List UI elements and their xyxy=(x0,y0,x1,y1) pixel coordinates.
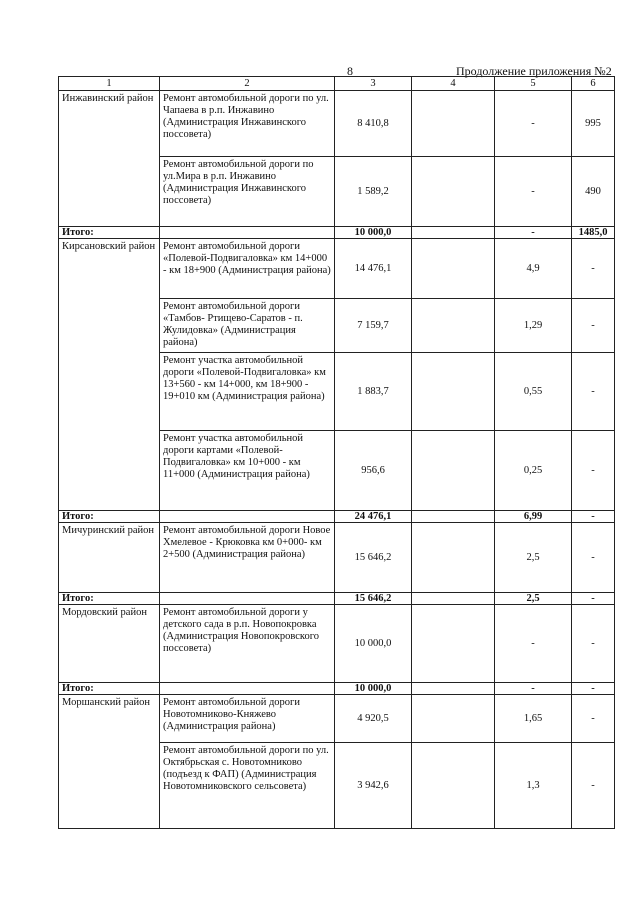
work-description-cell: Ремонт участка автомобильной дороги картами «Полевой-Подвигаловка» км 10+000 - км 11+000 (Администрация района) xyxy=(160,431,335,511)
work-description-cell: Ремонт участка автомобильной дороги «Полевой-Подвигаловка» км 13+560 - км 14+000, км 18+900 - 19+010 км (Администрация района) xyxy=(160,353,335,431)
column-header: 2 xyxy=(160,77,335,91)
column-number-row xyxy=(59,77,615,91)
value-cell-c3: 14 476,1 xyxy=(335,239,412,299)
value-cell-c5: 1,3 xyxy=(495,743,572,829)
value-cell-c4 xyxy=(412,157,495,227)
table-row xyxy=(59,239,615,299)
total-name-cell xyxy=(160,593,335,605)
value-cell-c3: 15 646,2 xyxy=(335,593,412,605)
value-cell-c3: 24 476,1 xyxy=(335,511,412,523)
work-description-cell: Ремонт автомобильной дороги по ул. Чапаева в р.п. Инжавино (Администрация Инжавинского поссовета) xyxy=(160,91,335,157)
value-cell-c4 xyxy=(412,511,495,523)
work-description-cell: Ремонт автомобильной дороги у детского сада в р.п. Новопокровка (Администрация Новопокровского поссовета) xyxy=(160,605,335,683)
value-cell-c5: 6,99 xyxy=(495,511,572,523)
value-cell-c3: 10 000,0 xyxy=(335,683,412,695)
total-label: Итого: xyxy=(59,683,160,695)
total-label: Итого: xyxy=(59,593,160,605)
value-cell-c4 xyxy=(412,743,495,829)
value-cell-c5: - xyxy=(495,91,572,157)
value-cell-c3: 1 589,2 xyxy=(335,157,412,227)
work-description-cell: Ремонт автомобильной дороги Новотомниково-Княжево (Администрация района) xyxy=(160,695,335,743)
value-cell-c5: - xyxy=(495,605,572,683)
column-header: 1 xyxy=(59,77,160,91)
value-cell-c3: 956,6 xyxy=(335,431,412,511)
value-cell-c5: - xyxy=(495,227,572,239)
value-cell-c6: - xyxy=(572,683,615,695)
value-cell-c4 xyxy=(412,605,495,683)
total-label: Итого: xyxy=(59,511,160,523)
value-cell-c6: - xyxy=(572,593,615,605)
value-cell-c6: - xyxy=(572,353,615,431)
work-description-cell: Ремонт автомобильной дороги «Тамбов- Ртищево-Саратов - п. Жулидовка» (Администрация района) xyxy=(160,299,335,353)
work-description-cell: Ремонт автомобильной дороги Новое Хмелевое - Крюковка км 0+000- км 2+500 (Администрация района) xyxy=(160,523,335,593)
value-cell-c4 xyxy=(412,593,495,605)
work-description-cell: Ремонт автомобильной дороги по ул. Октябрьская с. Новотомниково (подъезд к ФАП) (Администрация Новотомниковского сельсовета) xyxy=(160,743,335,829)
value-cell-c4 xyxy=(412,227,495,239)
value-cell-c5: 0,25 xyxy=(495,431,572,511)
district-cell: Кирсановский район xyxy=(59,239,160,511)
value-cell-c4 xyxy=(412,523,495,593)
value-cell-c6: - xyxy=(572,523,615,593)
value-cell-c5: 4,9 xyxy=(495,239,572,299)
column-header: 5 xyxy=(495,77,572,91)
value-cell-c3: 15 646,2 xyxy=(335,523,412,593)
value-cell-c6: - xyxy=(572,743,615,829)
column-header: 3 xyxy=(335,77,412,91)
page-number: 8 xyxy=(347,64,353,78)
value-cell-c5: - xyxy=(495,683,572,695)
value-cell-c3: 8 410,8 xyxy=(335,91,412,157)
table-row xyxy=(59,695,615,743)
column-header: 4 xyxy=(412,77,495,91)
value-cell-c3: 10 000,0 xyxy=(335,605,412,683)
work-description-cell: Ремонт автомобильной дороги по ул.Мира в р.п. Инжавино (Администрация Инжавинского поссовета) xyxy=(160,157,335,227)
table-row xyxy=(59,91,615,157)
total-row xyxy=(59,593,615,605)
appendix-note: Продолжение приложения №2 xyxy=(456,64,612,78)
table-row xyxy=(59,605,615,683)
district-cell: Моршанский район xyxy=(59,695,160,829)
district-cell: Мичуринский район xyxy=(59,523,160,593)
work-description-cell: Ремонт автомобильной дороги «Полевой-Подвигаловка» км 14+000 - км 18+900 (Администрация района) xyxy=(160,239,335,299)
value-cell-c3: 1 883,7 xyxy=(335,353,412,431)
total-row xyxy=(59,227,615,239)
value-cell-c4 xyxy=(412,239,495,299)
value-cell-c4 xyxy=(412,299,495,353)
value-cell-c5: 2,5 xyxy=(495,593,572,605)
value-cell-c6: - xyxy=(572,239,615,299)
total-name-cell xyxy=(160,511,335,523)
total-label: Итого: xyxy=(59,227,160,239)
value-cell-c5: 2,5 xyxy=(495,523,572,593)
value-cell-c4 xyxy=(412,353,495,431)
value-cell-c5: 0,55 xyxy=(495,353,572,431)
total-name-cell xyxy=(160,683,335,695)
district-cell: Инжавинский район xyxy=(59,91,160,227)
value-cell-c6: - xyxy=(572,605,615,683)
value-cell-c5: - xyxy=(495,157,572,227)
value-cell-c3: 4 920,5 xyxy=(335,695,412,743)
total-name-cell xyxy=(160,227,335,239)
value-cell-c6: 490 xyxy=(572,157,615,227)
value-cell-c4 xyxy=(412,431,495,511)
value-cell-c6: - xyxy=(572,299,615,353)
value-cell-c4 xyxy=(412,91,495,157)
value-cell-c4 xyxy=(412,683,495,695)
value-cell-c6: 995 xyxy=(572,91,615,157)
value-cell-c6: - xyxy=(572,431,615,511)
value-cell-c3: 3 942,6 xyxy=(335,743,412,829)
value-cell-c4 xyxy=(412,695,495,743)
total-row xyxy=(59,683,615,695)
district-cell: Мордовский район xyxy=(59,605,160,683)
value-cell-c5: 1,65 xyxy=(495,695,572,743)
value-cell-c6: - xyxy=(572,511,615,523)
column-header: 6 xyxy=(572,77,615,91)
value-cell-c3: 7 159,7 xyxy=(335,299,412,353)
value-cell-c6: - xyxy=(572,695,615,743)
total-row xyxy=(59,511,615,523)
value-cell-c5: 1,29 xyxy=(495,299,572,353)
value-cell-c3: 10 000,0 xyxy=(335,227,412,239)
repair-table xyxy=(58,76,615,829)
value-cell-c6: 1485,0 xyxy=(572,227,615,239)
table-row xyxy=(59,523,615,593)
